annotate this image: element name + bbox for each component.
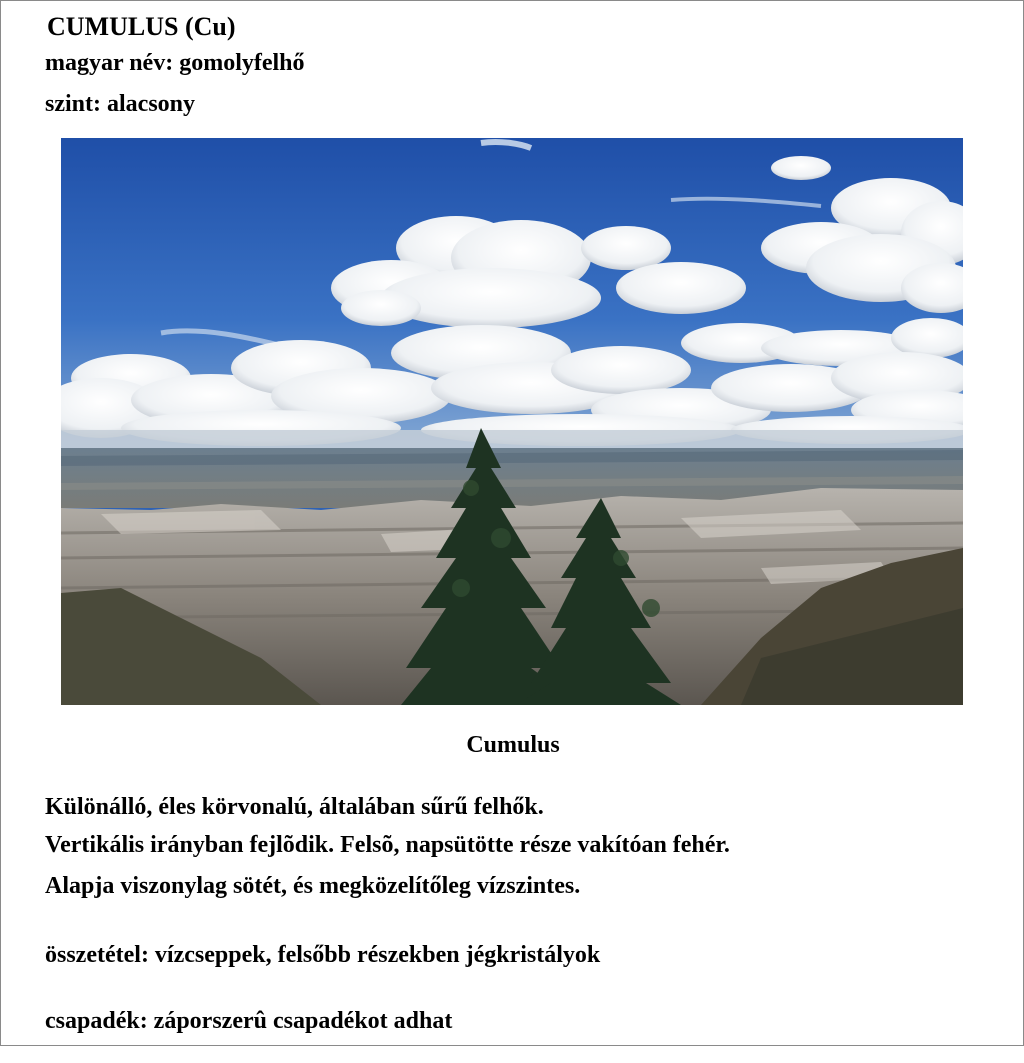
description-line-2: Vertikális irányban fejlõdik. Felsõ, napsütötte része vakítóan fehér. bbox=[45, 832, 730, 858]
hungarian-name: magyar név: gomolyfelhő bbox=[45, 50, 305, 76]
cumulus-photo bbox=[61, 138, 963, 705]
composition-text: összetétel: vízcseppek, felsőbb részekben jégkristályok bbox=[45, 942, 601, 968]
description-line-1: Különálló, éles körvonalú, általában sűrű felhők. bbox=[45, 794, 544, 820]
description-line-3: Alapja viszonylag sötét, és megközelítőleg vízszintes. bbox=[45, 873, 581, 899]
page-title: CUMULUS (Cu) bbox=[47, 12, 236, 41]
precipitation-text: csapadék: záporszerû csapadékot adhat bbox=[45, 1008, 453, 1034]
cloud-level: szint: alacsony bbox=[45, 91, 195, 117]
photo-caption: Cumulus bbox=[466, 732, 560, 758]
